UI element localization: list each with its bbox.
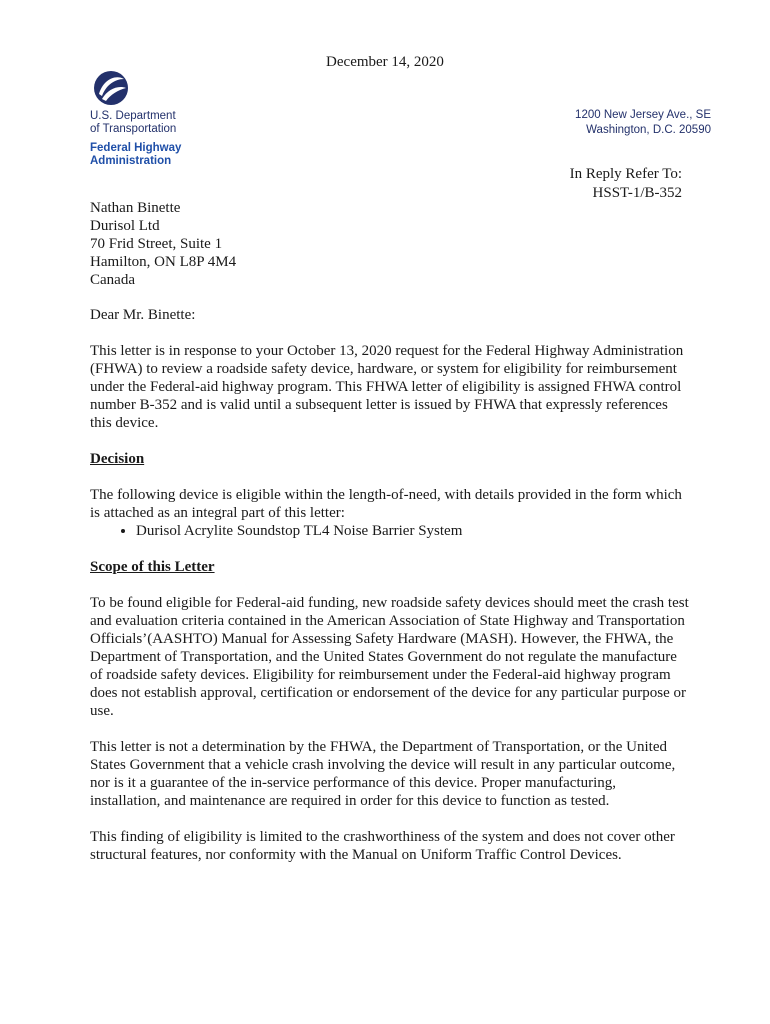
recipient-city: Hamilton, ON L8P 4M4	[90, 254, 237, 270]
agency-line-2: Administration	[90, 155, 172, 167]
intro-paragraph: This letter is in response to your October 13, 2020 request for the Federal Highway Administration (FHWA) to review a roadside safety device, hardware, or system for eligibility for reimbursement under the Federal-aid highway program. This FHWA letter of eligibility is assigned FHWA control number B-352 and is valid until a subsequent letter is issued by FHWA that expressly references this device.	[90, 343, 684, 431]
salutation: Dear Mr. Binette:	[90, 307, 196, 323]
eligible-device-item: • Durisol Acrylite Soundstop TL4 Noise Barrier System	[136, 522, 690, 540]
scope-paragraph-3: This finding of eligibility is limited to the crashworthiness of the system and does not cover other structural features, nor conformity with the Manual on Uniform Traffic Control Devices.	[90, 829, 675, 863]
scope-paragraph-2: This letter is not a determination by the FHWA, the Department of Transportation, or the United States Government that a vehicle crash involving the device will result in any particular outcome, nor is it a guarantee of the in-service performance of this device. Proper manufacturing, installation, and maintenance are required in order for this device to function as tested.	[90, 739, 676, 809]
recipient-country: Canada	[90, 272, 135, 288]
recipient-company: Durisol Ltd	[90, 218, 160, 234]
agency-name	[90, 142, 220, 168]
reply-label: In Reply Refer To:	[569, 166, 682, 182]
dot-letterhead-logo	[90, 70, 220, 168]
address-line-2: Washington, D.C. 20590	[586, 124, 711, 136]
agency-line-1: Federal Highway	[90, 142, 182, 154]
recipient-block	[90, 199, 236, 289]
department-line-2: of Transportation	[90, 123, 177, 135]
reply-reference	[570, 165, 682, 203]
decision-paragraph: The following device is eligible within the length-of-need, with details provided in the form which is attached as an integral part of this letter:	[90, 487, 682, 521]
dot-emblem-icon	[93, 70, 129, 106]
letter-body	[90, 306, 690, 882]
recipient-street: 70 Frid Street, Suite 1	[90, 236, 223, 252]
eligible-device-list	[90, 522, 690, 540]
scope-heading: Scope of this Letter	[90, 559, 215, 575]
department-line-1: U.S. Department	[90, 110, 176, 122]
decision-heading: Decision	[90, 451, 145, 467]
sender-address	[575, 108, 711, 138]
scope-paragraph-1: To be found eligible for Federal-aid funding, new roadside safety devices should meet the crash test and evaluation criteria contained in the American Association of State Highway and Transportation Officials’(AASHTO) Manual for Assessing Safety Hardware (MASH). However, the FHWA, the Department of Transportation, and the United States Government do not regulate the manufacture of roadside safety devices. Eligibility for reimbursement under the Federal-aid highway program does not establish approval, certification or endorsement of the device for any particular purpose or use.	[90, 595, 689, 719]
department-name	[90, 110, 220, 136]
address-line-1: 1200 New Jersey Ave., SE	[575, 109, 711, 121]
recipient-name: Nathan Binette	[90, 200, 181, 216]
reply-code: HSST-1/B-352	[592, 185, 682, 201]
letter-date: December 14, 2020	[326, 54, 444, 70]
